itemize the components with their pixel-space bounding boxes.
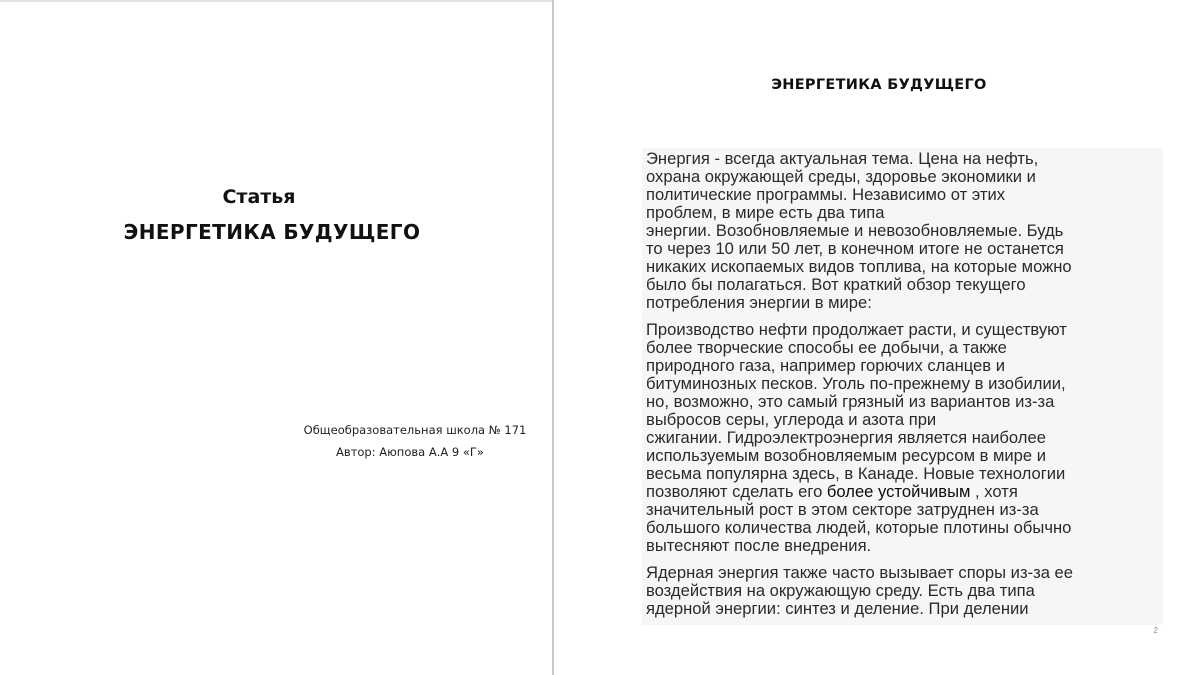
text-line: сжигании. Гидроэлектроэнергия является наиболее xyxy=(646,428,1046,447)
cover-title: ЭНЕРГЕТИКА БУДУЩЕГО xyxy=(123,220,421,244)
text-line: весьма популярна здесь, в Канаде. Новые технологии xyxy=(646,464,1066,483)
text-line: политические программы. Независимо от этих xyxy=(646,185,1006,204)
article-page xyxy=(554,0,1200,675)
text-line: вытесняют после внедрения. xyxy=(646,536,872,555)
article-body xyxy=(642,148,1163,625)
text-fragment: позволяют сделать его xyxy=(646,482,827,501)
text-line: значительный рост в этом секторе затруднен из-за xyxy=(646,500,1039,519)
text-line: Энергия - всегда актуальная тема. Цена на нефть, xyxy=(646,149,1039,168)
cover-label: Статья xyxy=(222,186,296,208)
paragraph-nuclear xyxy=(646,564,1157,618)
text-line: но, возможно, это самый грязный из вариантов из-за xyxy=(646,392,1055,411)
text-line: более творческие способы ее добычи, а также xyxy=(646,338,1007,357)
text-line: охрана окружающей среды, здоровье экономики и xyxy=(646,167,1036,186)
text-line: было бы полагаться. Вот краткий обзор текущего xyxy=(646,275,1026,294)
text-line: используемым возобновляемым ресурсом в мире и xyxy=(646,446,1047,465)
text-line: ядерной энергии: синтез и деление. При делении xyxy=(646,599,1029,618)
paragraph-fossil-hydro xyxy=(646,321,1157,555)
cover-school: Общеобразовательная школа № 171 xyxy=(303,423,527,437)
text-line: Ядерная энергия также часто вызывает споры из-за ее xyxy=(646,563,1073,582)
text-line: то через 10 или 50 лет, в конечном итоге не останется xyxy=(646,239,1064,258)
text-line: никаких ископаемых видов топлива, на которые можно xyxy=(646,257,1072,276)
text-line: воздействия на окружающую среду. Есть два типа xyxy=(646,581,1035,600)
cover-author: Автор: Аюпова А.А 9 «Г» xyxy=(336,445,484,459)
paragraph-intro xyxy=(646,150,1157,312)
page-number: 2 xyxy=(1153,626,1158,635)
text-fragment: , хотя xyxy=(970,482,1018,501)
text-line: природного газа, например горючих сланцев и xyxy=(646,356,1005,375)
text-line: большого количества людей, которые плотины обычно xyxy=(646,518,1072,537)
text-line: проблем, в мире есть два типа xyxy=(646,203,885,222)
cover-page xyxy=(0,0,553,675)
text-line: выбросов серы, углерода и азота при xyxy=(646,410,937,429)
text-line: Производство нефти продолжает расти, и существуют xyxy=(646,320,1067,339)
text-line: потребления энергии в мире: xyxy=(646,293,872,312)
sustainable-link[interactable]: более устойчивым xyxy=(826,482,971,501)
text-line: энергии. Возобновляемые и невозобновляемые. Будь xyxy=(646,221,1064,240)
article-title: ЭНЕРГЕТИКА БУДУЩЕГО xyxy=(771,77,987,93)
text-line: битуминозных песков. Уголь по-прежнему в изобилии, xyxy=(646,374,1066,393)
text-line-with-link xyxy=(646,483,1157,501)
